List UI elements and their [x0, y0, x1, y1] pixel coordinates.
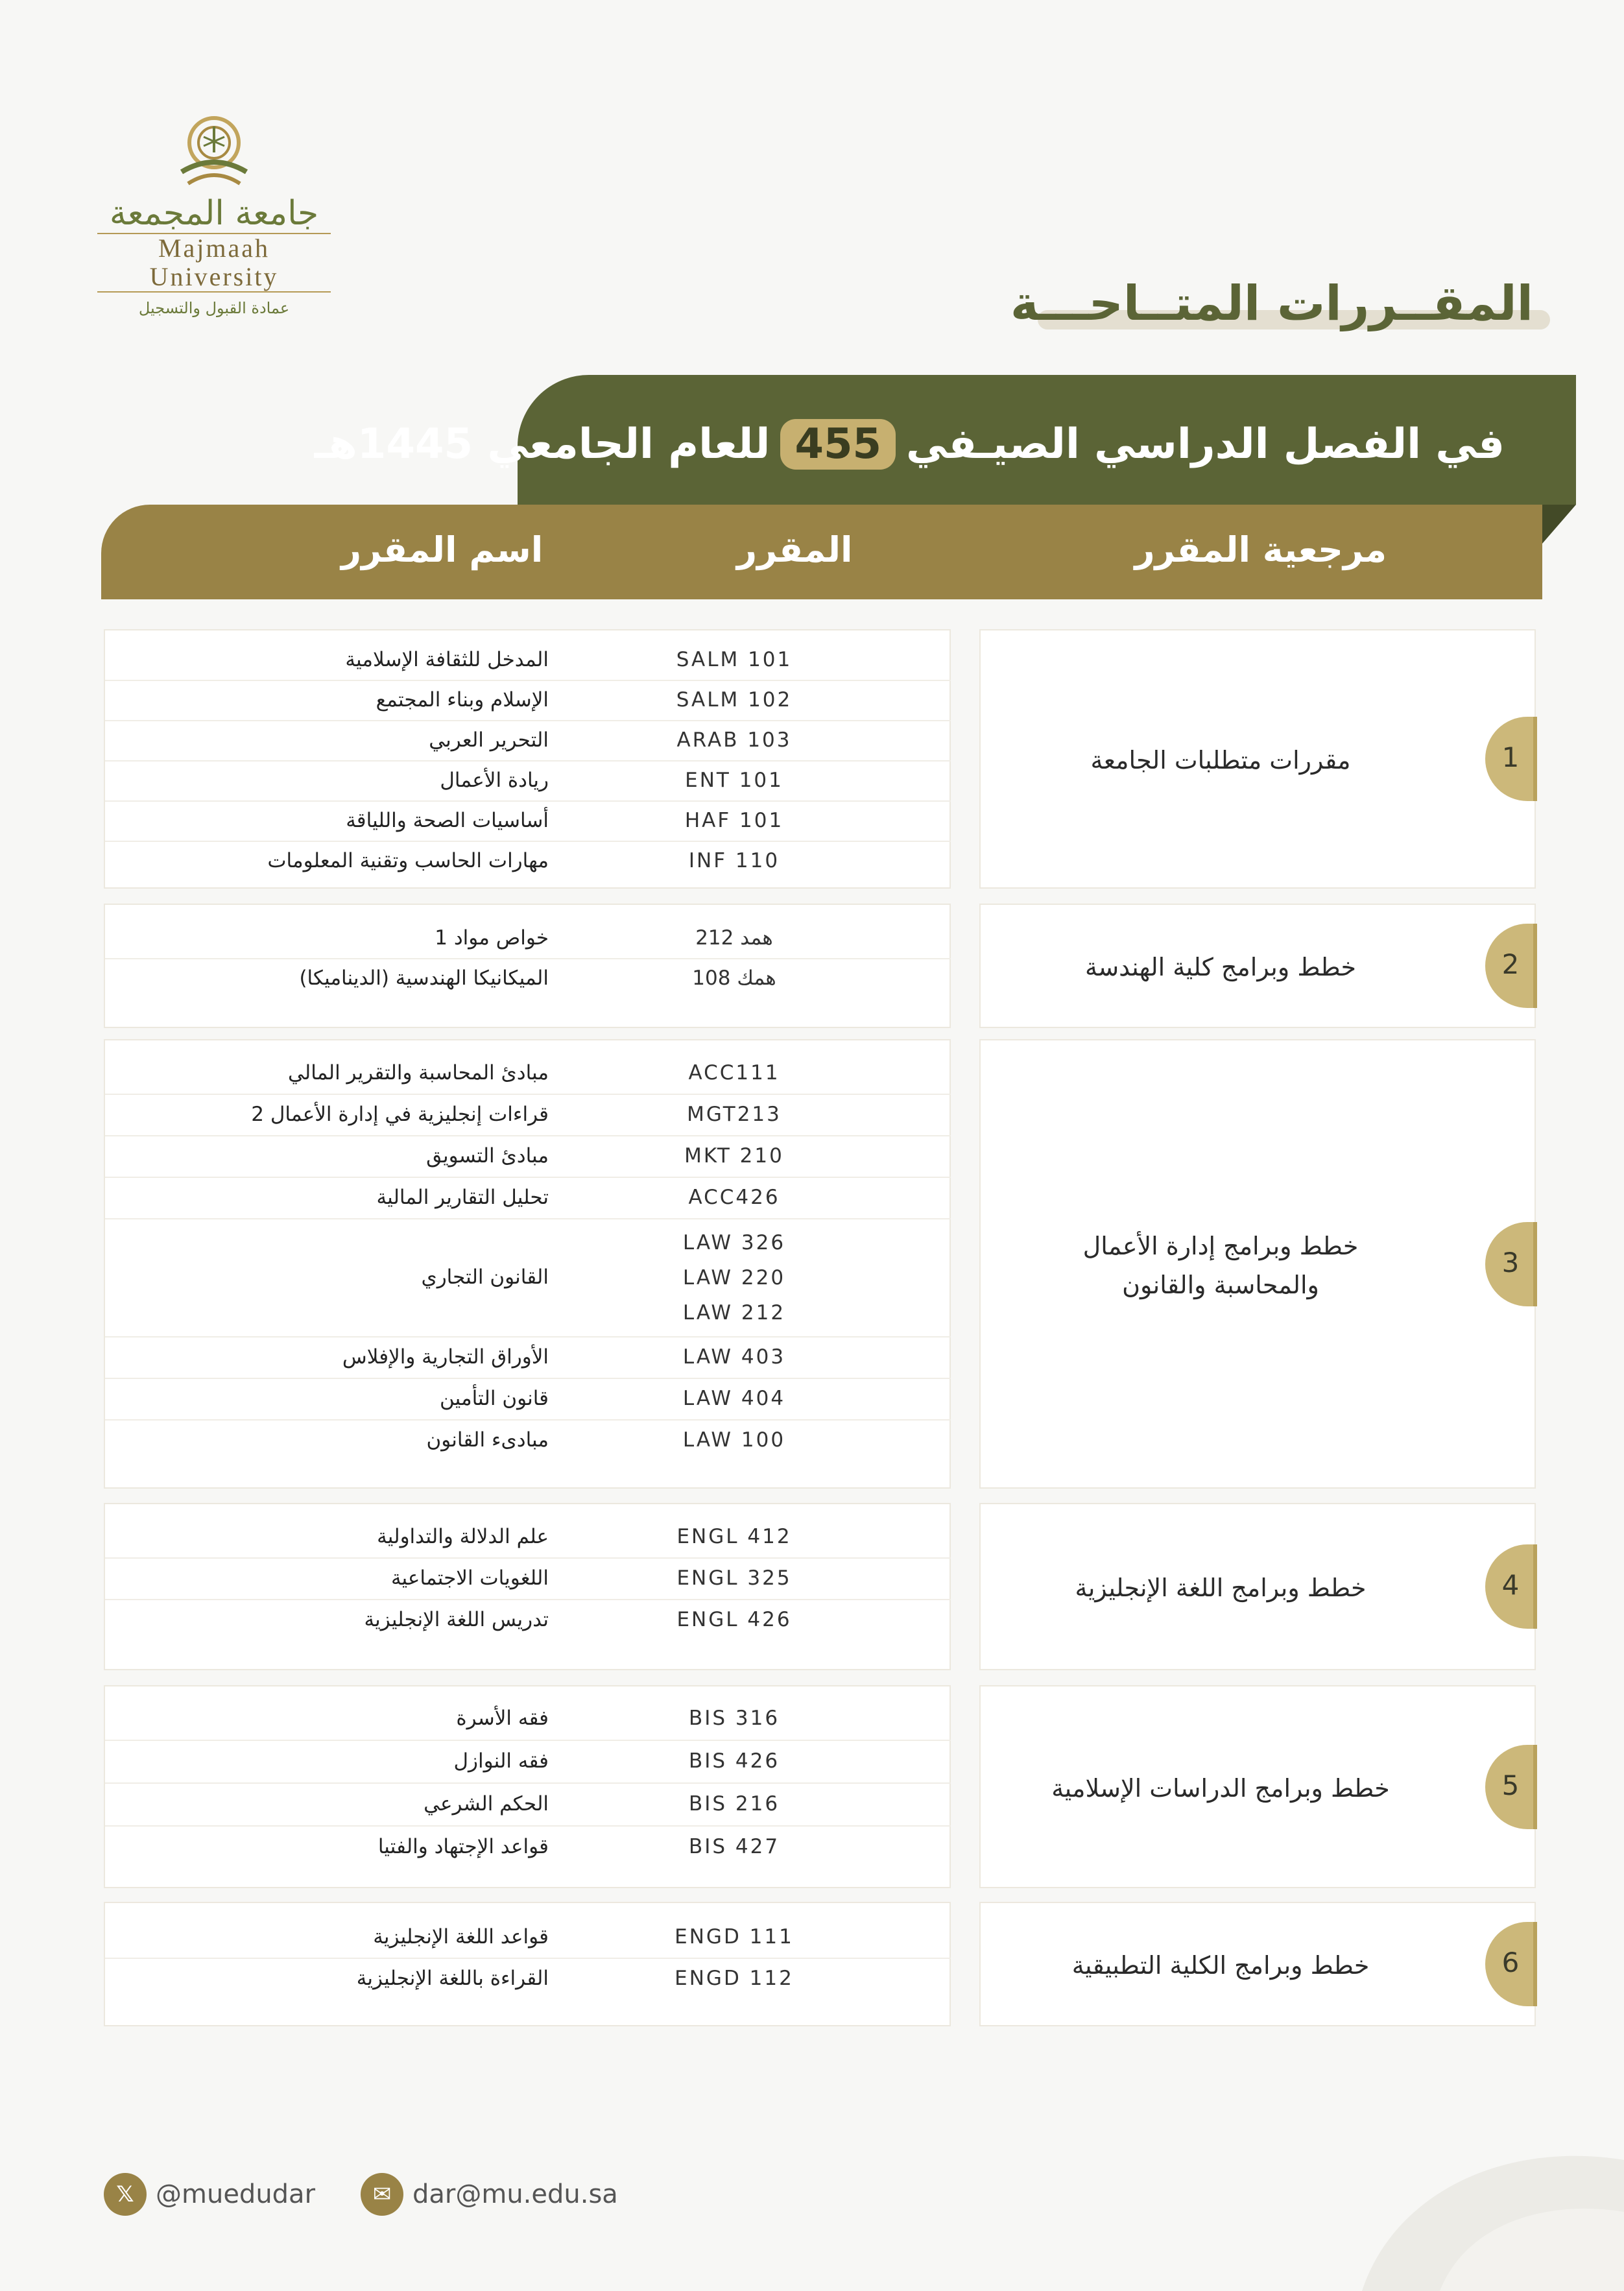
course-row [105, 1959, 951, 2000]
group-number: 4 [1501, 1569, 1520, 1601]
course-code: LAW 100 [682, 1428, 786, 1452]
course-name: قانون التأمين [440, 1387, 549, 1410]
university-english-name: Majmaah University [97, 233, 331, 293]
course-code: ENT 101 [685, 769, 783, 792]
group-number: 1 [1501, 741, 1520, 773]
course-code: BIS 426 [688, 1749, 780, 1773]
course-row [105, 1219, 951, 1337]
course-row [105, 1741, 951, 1784]
course-name: قواعد الإجتهاد والفتيا [377, 1835, 549, 1858]
course-code: ENGD 112 [675, 1967, 794, 1990]
envelope-icon: ✉ [361, 2173, 403, 2216]
footer [104, 2172, 618, 2217]
course-row [105, 1517, 951, 1559]
course-code: LAW 326 [682, 1231, 786, 1254]
course-code: BIS 216 [688, 1792, 780, 1816]
course-row [105, 1559, 951, 1600]
course-row [105, 1698, 951, 1741]
department-name: عمادة القبول والتسجيل [138, 299, 290, 317]
course-code: LAW 403 [682, 1345, 786, 1369]
subtitle-banner [314, 375, 1576, 505]
reference-box [979, 1503, 1536, 1670]
course-name: أساسيات الصحة واللياقة [346, 809, 549, 832]
courses-box [104, 1685, 951, 1888]
course-code: LAW 220 [682, 1266, 786, 1289]
course-code: LAW 212 [682, 1301, 786, 1325]
reference-name: خطط وبرامج الدراسات الإسلامية [1051, 1773, 1390, 1803]
course-code: ENGD 111 [675, 1925, 794, 1949]
course-row [105, 1421, 951, 1462]
course-code: HAF 101 [684, 809, 784, 832]
courses-box [104, 629, 951, 889]
course-row [105, 641, 951, 681]
course-code: ENGL 412 [676, 1525, 792, 1548]
header-reference: مرجعية المقرر [1134, 529, 1387, 570]
x-logo-icon: 𝕏 [104, 2173, 147, 2216]
banner-fold [1542, 505, 1576, 544]
header-code: المقرر [737, 529, 853, 570]
group-number: 5 [1501, 1769, 1520, 1801]
reference-box [979, 1685, 1536, 1888]
course-name: قراءات إنجليزية في إدارة الأعمال 2 [251, 1103, 549, 1126]
course-name: قواعد اللغة الإنجليزية [373, 1925, 549, 1949]
course-name: الإسلام وبناء المجتمع [376, 688, 549, 712]
course-name: علم الدلالة والتداولية [377, 1525, 549, 1548]
course-code: LAW 404 [682, 1387, 786, 1410]
course-row [105, 802, 951, 842]
group-number: 2 [1501, 948, 1520, 980]
courses-box [104, 1902, 951, 2026]
course-name: مبادئ التسويق [426, 1144, 549, 1168]
course-code: MKT 210 [684, 1144, 784, 1168]
course-name: التحرير العربي [429, 728, 549, 752]
course-name: فقه الأسرة [456, 1707, 549, 1730]
twitter-handle[interactable]: @muedudar [156, 2179, 316, 2209]
group-number: 3 [1501, 1246, 1520, 1278]
reference-name: خطط وبرامج كلية الهندسة [1084, 953, 1357, 981]
course-name: مبادئ المحاسبة والتقرير المالي [287, 1061, 549, 1085]
course-row [105, 1053, 951, 1095]
university-emblem-icon [175, 107, 253, 191]
course-name: الميكانيكا الهندسية (الديناميكا) [299, 966, 549, 990]
subtitle-prefix: في الفصل الدراسي الصيـفي [906, 420, 1505, 468]
course-code: SALM 101 [676, 648, 793, 671]
course-name: القراءة باللغة الإنجليزية [356, 1967, 549, 1990]
course-code: ENGL 325 [676, 1566, 792, 1590]
course-code: 108 همك [692, 966, 776, 990]
university-logo [97, 107, 331, 317]
course-row [105, 721, 951, 762]
group-number: 6 [1501, 1947, 1520, 1978]
page-title: المقــررات المتــاحـــة [1010, 276, 1533, 331]
course-row [105, 1136, 951, 1178]
course-name: الأوراق التجارية والإفلاس [342, 1345, 549, 1369]
course-code: INF 110 [688, 849, 780, 872]
subtitle-suffix: للعام الجامعي 1445هـ [314, 420, 770, 468]
course-row [105, 1784, 951, 1827]
course-name: الحكم الشرعي [424, 1792, 549, 1816]
course-name: المدخل للثقافة الإسلامية [345, 648, 549, 671]
course-name: تدريس اللغة الإنجليزية [364, 1608, 549, 1631]
course-name: اللغويات الاجتماعية [390, 1566, 549, 1590]
course-name: القانون التجاري [421, 1265, 549, 1289]
courses-box [104, 1039, 951, 1489]
course-code: ACC426 [688, 1186, 780, 1209]
course-code: SALM 102 [676, 688, 793, 712]
course-code: ARAB 103 [676, 728, 792, 752]
reference-name: خطط وبرامج اللغة الإنجليزية [1075, 1574, 1367, 1602]
course-row [105, 1379, 951, 1421]
course-name: مبادىء القانون [426, 1428, 549, 1452]
table-header [101, 505, 1542, 599]
course-name: خواص مواد 1 [435, 926, 549, 950]
email-contact[interactable] [361, 2173, 618, 2216]
course-code: BIS 316 [688, 1707, 780, 1730]
course-name: ريادة الأعمال [440, 769, 549, 792]
email-address[interactable]: dar@mu.edu.sa [412, 2179, 618, 2209]
reference-box [979, 629, 1536, 889]
twitter-contact[interactable] [104, 2173, 315, 2216]
course-row [105, 1827, 951, 1869]
course-row [105, 1600, 951, 1642]
course-row [105, 1178, 951, 1219]
reference-name: والمحاسبة والقانون [1122, 1270, 1319, 1299]
course-code: 212 همد [695, 926, 773, 950]
reference-box [979, 904, 1536, 1028]
course-row [105, 762, 951, 802]
semester-code-badge: 455 [780, 419, 896, 470]
course-name: فقه النوازل [453, 1749, 549, 1773]
reference-name: خطط وبرامج الكلية التطبيقية [1071, 1951, 1370, 1980]
course-code: ENGL 426 [676, 1608, 792, 1631]
courses-box [104, 1503, 951, 1670]
course-row [105, 1337, 951, 1379]
course-code: ACC111 [688, 1061, 780, 1085]
reference-box [979, 1902, 1536, 2026]
course-code: MGT213 [687, 1103, 782, 1126]
course-row [105, 959, 951, 1000]
course-row [105, 1917, 951, 1959]
university-arabic-name: جامعة المجمعة [109, 194, 319, 233]
course-row [105, 842, 951, 882]
course-code: BIS 427 [688, 1835, 780, 1858]
reference-box [979, 1039, 1536, 1489]
course-row [105, 681, 951, 721]
course-row [105, 919, 951, 959]
header-name: اسم المقرر [341, 529, 543, 570]
reference-name: مقررات متطلبات الجامعة [1090, 746, 1351, 774]
course-name: تحليل التقارير المالية [376, 1186, 549, 1209]
reference-name: خطط وبرامج إدارة الأعمال [1082, 1231, 1359, 1260]
courses-box [104, 904, 951, 1028]
course-name: مهارات الحاسب وتقنية المعلومات [267, 849, 549, 872]
subtitle [315, 419, 1505, 470]
course-row [105, 1095, 951, 1136]
